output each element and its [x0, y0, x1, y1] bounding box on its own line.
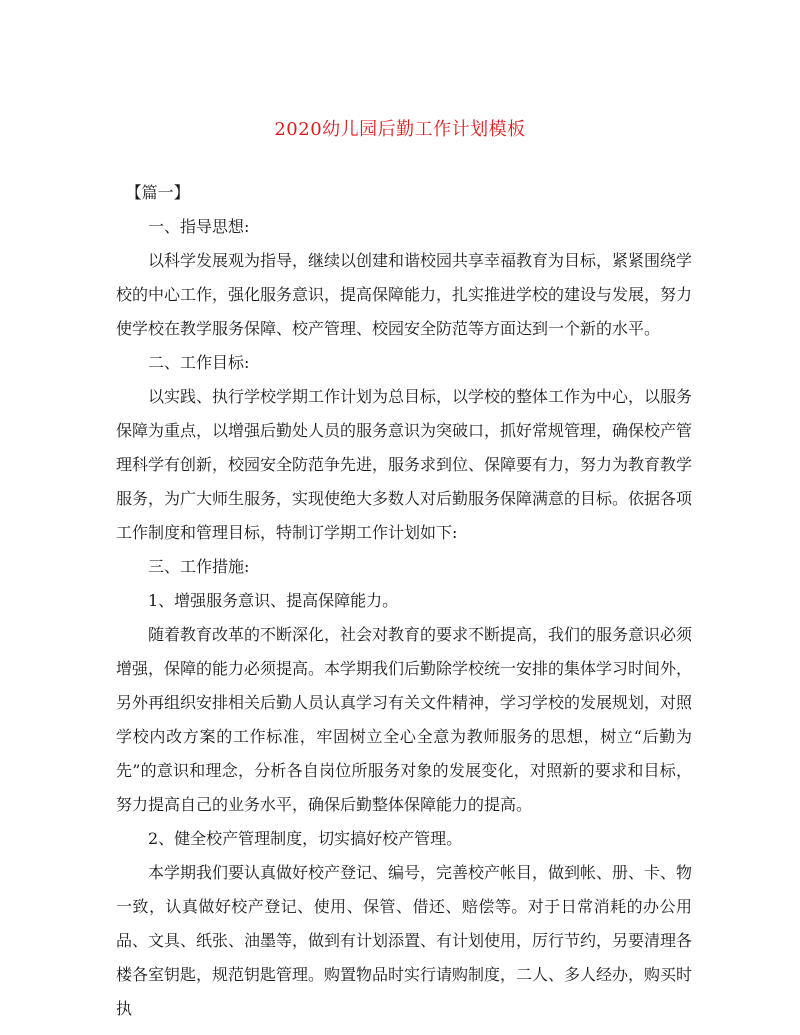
section-marker: 【篇一】	[125, 183, 190, 202]
paragraph-service-awareness: 随着教育改革的不断深化，社会对教育的要求不断提高，我们的服务意识必须增强，保障的能力必须提高。本学期我们后勤除学校统一安排的集体学习时间外，另外再组织安排相关后勤人员认真学习有关文件精神，学习学校的发展规划，对照学校内改方案的工作标准，牢固树立全心全意为教师服务的思想，树立“后勤为先”的意识和理念，分析各自岗位所服务对象的发展变化，对照新的要求和目标，努力提高自己的业务水平，确保后勤整体保障能力的提高。	[116, 625, 693, 814]
subheading-service-awareness: 1、增强服务意识、提高保障能力。	[148, 591, 399, 610]
subheading-asset-management: 2、健全校产管理制度，切实搞好校产管理。	[148, 829, 463, 848]
paragraph-guiding-ideology: 以科学发展观为指导，继续以创建和谐校园共享幸福教育为目标，紧紧围绕学校的中心工作，强化服务意识，提高保障能力，扎实推进学校的建设与发展，努力使学校在教学服务保障、校产管理、校园安全防范等方面达到一个新的水平。	[116, 251, 693, 338]
heading-work-goals: 二、工作目标:	[148, 353, 250, 372]
paragraph-asset-management: 本学期我们要认真做好校产登记、编号，完善校产帐目，做到帐、册、卡、物一致，认真做好校产登记、使用、保管、借还、赔偿等。对于日常消耗的办公用品、文具、纸张、油墨等，做到有计划添置、有计划使用，厉行节约，另要清理各楼各室钥匙，规范钥匙管理。购置物品时实行请购制度，二人、多人经办，购买时执	[116, 863, 693, 1018]
paragraph-work-goals: 以实践、执行学校学期工作计划为总目标，以学校的整体工作为中心，以服务保障为重点，以增强后勤处人员的服务意识为突破口，抓好常规管理，确保校产管理科学有创新，校园安全防范争先进，服务求到位、保障要有力，努力为教育教学服务，为广大师生服务，实现使绝大多数人对后勤服务保障满意的目标。依据各项工作制度和管理目标，特制订学期工作计划如下:	[116, 387, 693, 542]
heading-work-measures: 三、工作措施:	[148, 557, 250, 576]
document-body	[116, 176, 692, 1026]
heading-guiding-ideology: 一、指导思想:	[148, 217, 250, 236]
document-title: 2020幼儿园后勤工作计划模板	[274, 119, 526, 140]
